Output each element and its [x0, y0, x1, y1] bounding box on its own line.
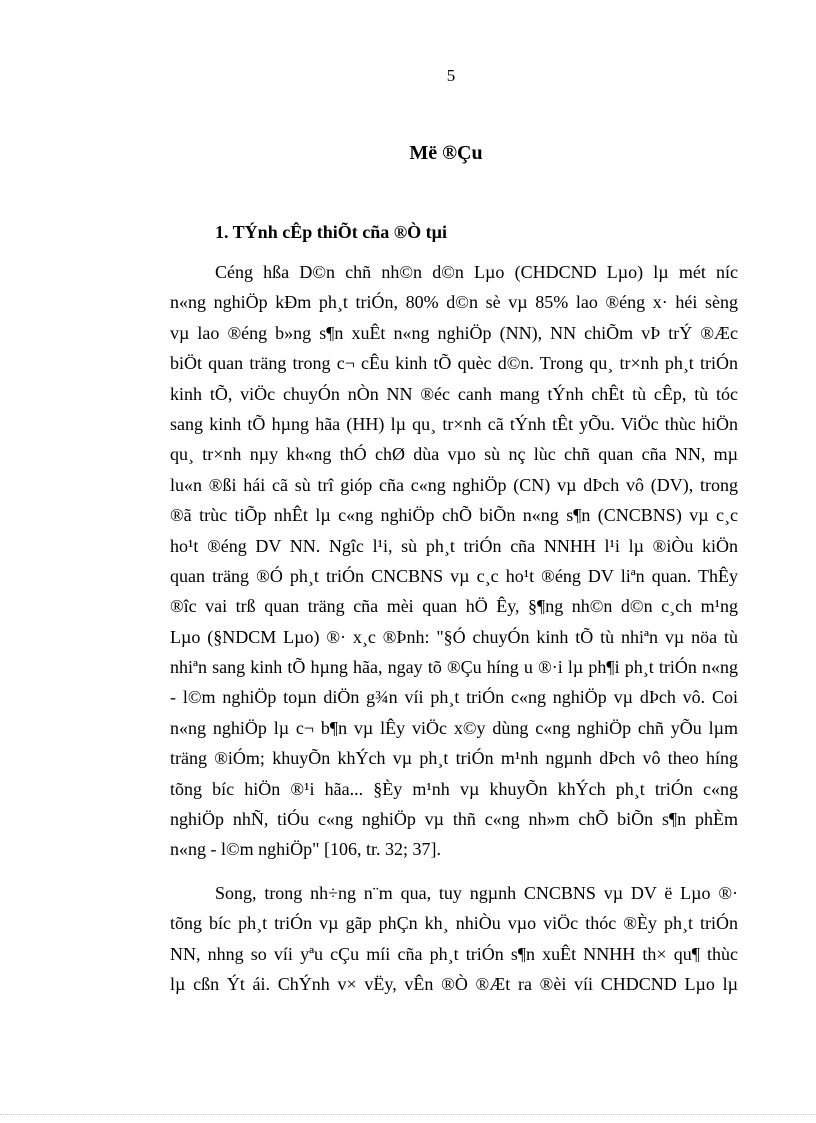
page-bottom-rule: [0, 1114, 816, 1115]
text-line: qu¸ tr×nh nµy kh«ng thÓ chØ dùa vµo sù nç lùc chñ quan cña NN, mµ: [170, 444, 738, 465]
text-line: ®ã trùc tiÕp nhÊt lµ c«ng nghiÖp chÕ biÕn n«ng s¶n (CNCBNS) vµ c¸c: [170, 505, 738, 526]
text-line: vµ lao ®éng b»ng s¶n xuÊt n«ng nghiÖp (NN), NN chiÕm vÞ trÝ ®Æc: [170, 322, 738, 343]
text-line: sang kinh tÕ hµng hãa (HH) lµ qu¸ tr×nh cã tÝnh tÊt yÕu. ViÖc thùc hiÖn: [170, 413, 738, 434]
text-line: kinh tÕ, viÖc chuyÓn nÒn NN ®éc canh mang tÝnh chÊt tù cÊp, tù tóc: [170, 383, 738, 404]
text-line: n«ng - l©m nghiÖp" [106, tr. 32; 37].: [170, 839, 442, 860]
text-line: lµ cßn Ýt ái. ChÝnh v× vËy, vÊn ®Ò ®Æt ra ®èi víi CHDCND Lµo lµ: [170, 974, 738, 995]
text-line: Lµo (§NDCM Lµo) ®· x¸c ®Þnh: "§Ó chuyÓn kinh tÕ tù nhiªn vµ nöa tù: [170, 626, 738, 647]
section-heading: 1. TÝnh cÊp thiÕt cña ®Ò tµi: [215, 222, 448, 242]
paragraph-1: [170, 257, 738, 865]
text-line: nhiªn sang kinh tÕ hµng hãa, ngay tõ ®Çu híng u ®·i lµ ph¶i ph¸t triÓn n«ng: [170, 657, 738, 678]
text-line: - l©m nghiÖp toµn diÖn g¾n víi ph¸t triÓn c«ng nghiÖp vµ dÞch vô. Coi: [170, 687, 738, 708]
chapter-title: Më ®Çu: [409, 142, 483, 164]
text-line: quan träng ®Ó ph¸t triÓn CNCBNS vµ c¸c ho¹t ®éng DV liªn quan. ThÊy: [170, 565, 738, 586]
text-line: ®îc vai trß quan träng cña mèi quan hÖ Êy, §¶ng nh©n d©n c¸ch m¹ng: [170, 596, 738, 617]
text-line: tõng bíc ph¸t triÓn vµ gãp phÇn kh¸ nhiÒu vµo viÖc thóc ®Èy ph¸t triÓn: [170, 913, 738, 934]
text-line: NN, nhng so víi yªu cÇu míi cña ph¸t triÓn s¶n xuÊt NNHH th× qu¶ thùc: [170, 943, 738, 964]
text-line: n«ng nghiÖp lµ c¬ b¶n vµ lÊy viÖc x©y dùng c«ng nghiÖp chñ yÕu lµm: [170, 717, 738, 738]
text-line: biÖt quan träng trong c¬ cÊu kinh tÕ quèc d©n. Trong qu¸ tr×nh ph¸t triÓn: [170, 353, 738, 374]
text-line: ho¹t ®éng DV NN. Ngîc l¹i, sù ph¸t triÓn cña NNHH l¹i lµ ®iÒu kiÖn: [170, 535, 738, 556]
text-line: nghiÖp nhÑ, tiÓu c«ng nghiÖp vµ thñ c«ng nh»m chÕ biÕn s¶n phÈm: [170, 809, 738, 830]
text-line: Song, trong nh÷ng n¨m qua, tuy ngµnh CNCBNS vµ DV ë Lµo ®·: [215, 883, 738, 903]
text-line: träng ®iÓm; khuyÕn khÝch vµ ph¸t triÓn m¹nh ngµnh dÞch vô theo híng: [170, 748, 738, 769]
text-line: n«ng nghiÖp kÐm ph¸t triÓn, 80% d©n sè vµ 85% lao ®éng x· héi sèng: [170, 292, 738, 313]
page-number: 5: [446, 66, 456, 85]
text-line: tõng bíc hiÖn ®¹i hãa... §Èy m¹nh vµ khuyÕn khÝch ph¸t triÓn c«ng: [170, 778, 738, 799]
text-line: lu«n ®ßi hái cã sù trî gióp cña c«ng nghiÖp (CN) vµ dÞch vô (DV), trong: [170, 474, 738, 495]
paragraph-2: [170, 878, 738, 1000]
text-line: Céng hßa D©n chñ nh©n d©n Lµo (CHDCND Lµo) lµ mét níc: [215, 262, 738, 282]
